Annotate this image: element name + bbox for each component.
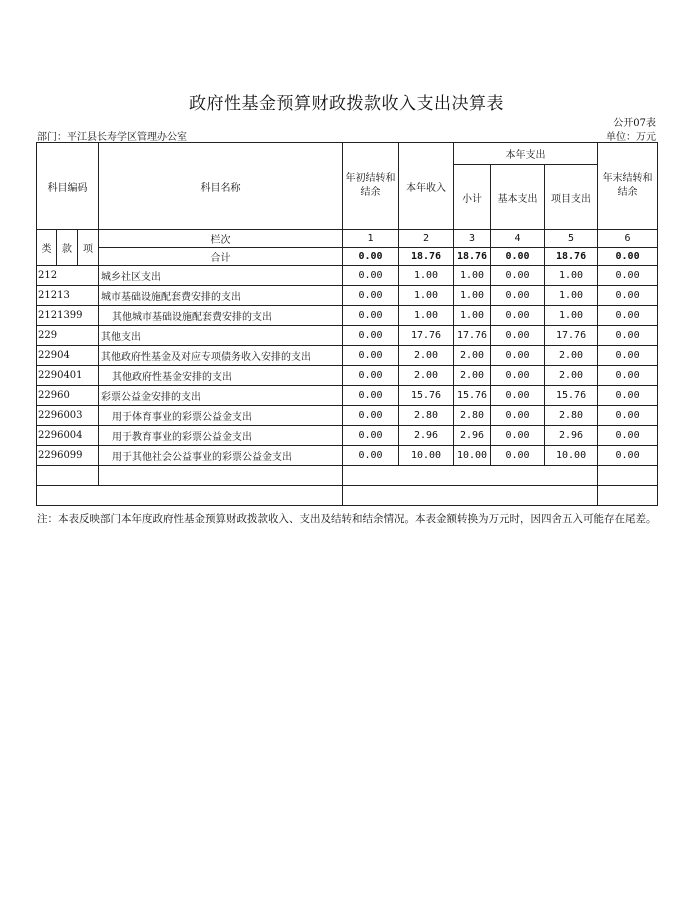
empty-cell — [37, 466, 99, 486]
row-name: 其他政府性基金及对应专项债务收入安排的支出 — [99, 346, 343, 366]
row-basic: 0.00 — [491, 266, 545, 286]
row-end: 0.00 — [598, 406, 658, 426]
row-code: 22960 — [37, 386, 99, 406]
row-name: 用于教育事业的彩票公益金支出 — [99, 426, 343, 446]
row-project: 17.76 — [545, 326, 598, 346]
header-code-group: 科目编码 — [37, 143, 99, 230]
row-name: 彩票公益金安排的支出 — [99, 386, 343, 406]
row-subtotal: 2.00 — [454, 366, 491, 386]
row-basic: 0.00 — [491, 326, 545, 346]
row-code: 2296099 — [37, 446, 99, 466]
row-name: 用于其他社会公益事业的彩票公益金支出 — [99, 446, 343, 466]
row-code: 2296004 — [37, 426, 99, 446]
row-income: 2.96 — [399, 426, 454, 446]
total-label: 合计 — [99, 248, 343, 266]
row-income: 1.00 — [399, 266, 454, 286]
footnote: 注：本表反映部门本年度政府性基金预算财政拨款收入、支出及结转和结余情况。本表金额转换为万元时，因四舍五入可能存在尾差。 — [37, 513, 657, 525]
header-begin-balance: 年初结转和结余 — [343, 143, 399, 230]
row-name: 城市基础设施配套费安排的支出 — [99, 286, 343, 306]
row-project: 2.96 — [545, 426, 598, 446]
header-expense-group: 本年支出 — [454, 143, 598, 165]
header-basic: 基本支出 — [491, 165, 545, 230]
table-row — [37, 446, 658, 466]
row-basic: 0.00 — [491, 386, 545, 406]
row-code: 2290401 — [37, 366, 99, 386]
department-label: 部门：平江县长寿学区管理办公室 — [37, 132, 187, 143]
form-number: 公开07表 — [613, 118, 656, 129]
table-row — [37, 426, 658, 446]
column-index-3: 3 — [454, 230, 491, 248]
row-begin: 0.00 — [343, 266, 399, 286]
row-code: 212 — [37, 266, 99, 286]
row-basic: 0.00 — [491, 406, 545, 426]
row-begin: 0.00 — [343, 366, 399, 386]
row-income: 15.76 — [399, 386, 454, 406]
row-end: 0.00 — [598, 386, 658, 406]
row-begin: 0.00 — [343, 446, 399, 466]
row-begin: 0.00 — [343, 326, 399, 346]
row-project: 10.00 — [545, 446, 598, 466]
table-row — [37, 366, 658, 386]
row-basic: 0.00 — [491, 286, 545, 306]
column-index-4: 4 — [491, 230, 545, 248]
row-project: 2.00 — [545, 366, 598, 386]
total-income: 18.76 — [399, 248, 454, 266]
empty-cell — [598, 486, 658, 506]
header-end-balance: 年末结转和结余 — [598, 143, 658, 230]
row-income: 10.00 — [399, 446, 454, 466]
row-name: 其他政府性基金安排的支出 — [99, 366, 343, 386]
row-basic: 0.00 — [491, 366, 545, 386]
empty-cell — [343, 486, 598, 506]
row-project: 1.00 — [545, 266, 598, 286]
row-subtotal: 1.00 — [454, 266, 491, 286]
empty-cell — [343, 466, 598, 486]
row-begin: 0.00 — [343, 346, 399, 366]
column-index-2: 2 — [399, 230, 454, 248]
row-end: 0.00 — [598, 366, 658, 386]
table-row — [37, 286, 658, 306]
row-name: 城乡社区支出 — [99, 266, 343, 286]
row-code: 229 — [37, 326, 99, 346]
row-begin: 0.00 — [343, 426, 399, 446]
row-subtotal: 17.76 — [454, 326, 491, 346]
row-project: 1.00 — [545, 286, 598, 306]
row-project: 1.00 — [545, 306, 598, 326]
table-row — [37, 346, 658, 366]
header-income: 本年收入 — [399, 143, 454, 230]
row-subtotal: 1.00 — [454, 286, 491, 306]
row-end: 0.00 — [598, 426, 658, 446]
total-basic: 0.00 — [491, 248, 545, 266]
row-begin: 0.00 — [343, 286, 399, 306]
table-row — [37, 386, 658, 406]
empty-cell — [37, 486, 343, 506]
row-begin: 0.00 — [343, 406, 399, 426]
header-lei: 类 — [37, 230, 57, 266]
row-income: 17.76 — [399, 326, 454, 346]
total-end: 0.00 — [598, 248, 658, 266]
row-subtotal: 10.00 — [454, 446, 491, 466]
header-subtotal: 小计 — [454, 165, 491, 230]
row-project: 15.76 — [545, 386, 598, 406]
column-index-1: 1 — [343, 230, 399, 248]
row-begin: 0.00 — [343, 306, 399, 326]
row-subtotal: 2.80 — [454, 406, 491, 426]
row-end: 0.00 — [598, 306, 658, 326]
row-income: 2.80 — [399, 406, 454, 426]
row-code: 21213 — [37, 286, 99, 306]
table-row — [37, 306, 658, 326]
table-row — [37, 406, 658, 426]
row-code: 22904 — [37, 346, 99, 366]
total-subtotal: 18.76 — [454, 248, 491, 266]
header-subject-name: 科目名称 — [99, 143, 343, 230]
row-income: 2.00 — [399, 346, 454, 366]
header-project: 项目支出 — [545, 165, 598, 230]
row-subtotal: 2.96 — [454, 426, 491, 446]
row-income: 1.00 — [399, 286, 454, 306]
row-basic: 0.00 — [491, 446, 545, 466]
header-xiang: 项 — [78, 230, 99, 266]
column-index-label: 栏次 — [99, 230, 343, 248]
row-subtotal: 15.76 — [454, 386, 491, 406]
row-subtotal: 2.00 — [454, 346, 491, 366]
column-index-6: 6 — [598, 230, 658, 248]
row-income: 2.00 — [399, 366, 454, 386]
row-name: 用于体育事业的彩票公益金支出 — [99, 406, 343, 426]
row-code: 2296003 — [37, 406, 99, 426]
empty-row — [37, 486, 658, 506]
total-begin: 0.00 — [343, 248, 399, 266]
row-project: 2.00 — [545, 346, 598, 366]
row-name: 其他城市基础设施配套费安排的支出 — [99, 306, 343, 326]
row-code: 2121399 — [37, 306, 99, 326]
total-project: 18.76 — [545, 248, 598, 266]
row-name: 其他支出 — [99, 326, 343, 346]
row-subtotal: 1.00 — [454, 306, 491, 326]
table-row — [37, 326, 658, 346]
row-income: 1.00 — [399, 306, 454, 326]
row-basic: 0.00 — [491, 306, 545, 326]
unit-label: 单位：万元 — [606, 132, 656, 143]
row-begin: 0.00 — [343, 386, 399, 406]
header-kuan: 款 — [57, 230, 78, 266]
page-title: 政府性基金预算财政拨款收入支出决算表 — [189, 94, 504, 114]
row-end: 0.00 — [598, 346, 658, 366]
table-row — [37, 266, 658, 286]
empty-cell — [598, 466, 658, 486]
empty-row — [37, 466, 658, 486]
row-basic: 0.00 — [491, 426, 545, 446]
row-basic: 0.00 — [491, 346, 545, 366]
empty-cell — [99, 466, 343, 486]
column-index-5: 5 — [545, 230, 598, 248]
row-project: 2.80 — [545, 406, 598, 426]
budget-table — [36, 142, 658, 506]
row-end: 0.00 — [598, 326, 658, 346]
row-end: 0.00 — [598, 286, 658, 306]
row-end: 0.00 — [598, 446, 658, 466]
row-end: 0.00 — [598, 266, 658, 286]
